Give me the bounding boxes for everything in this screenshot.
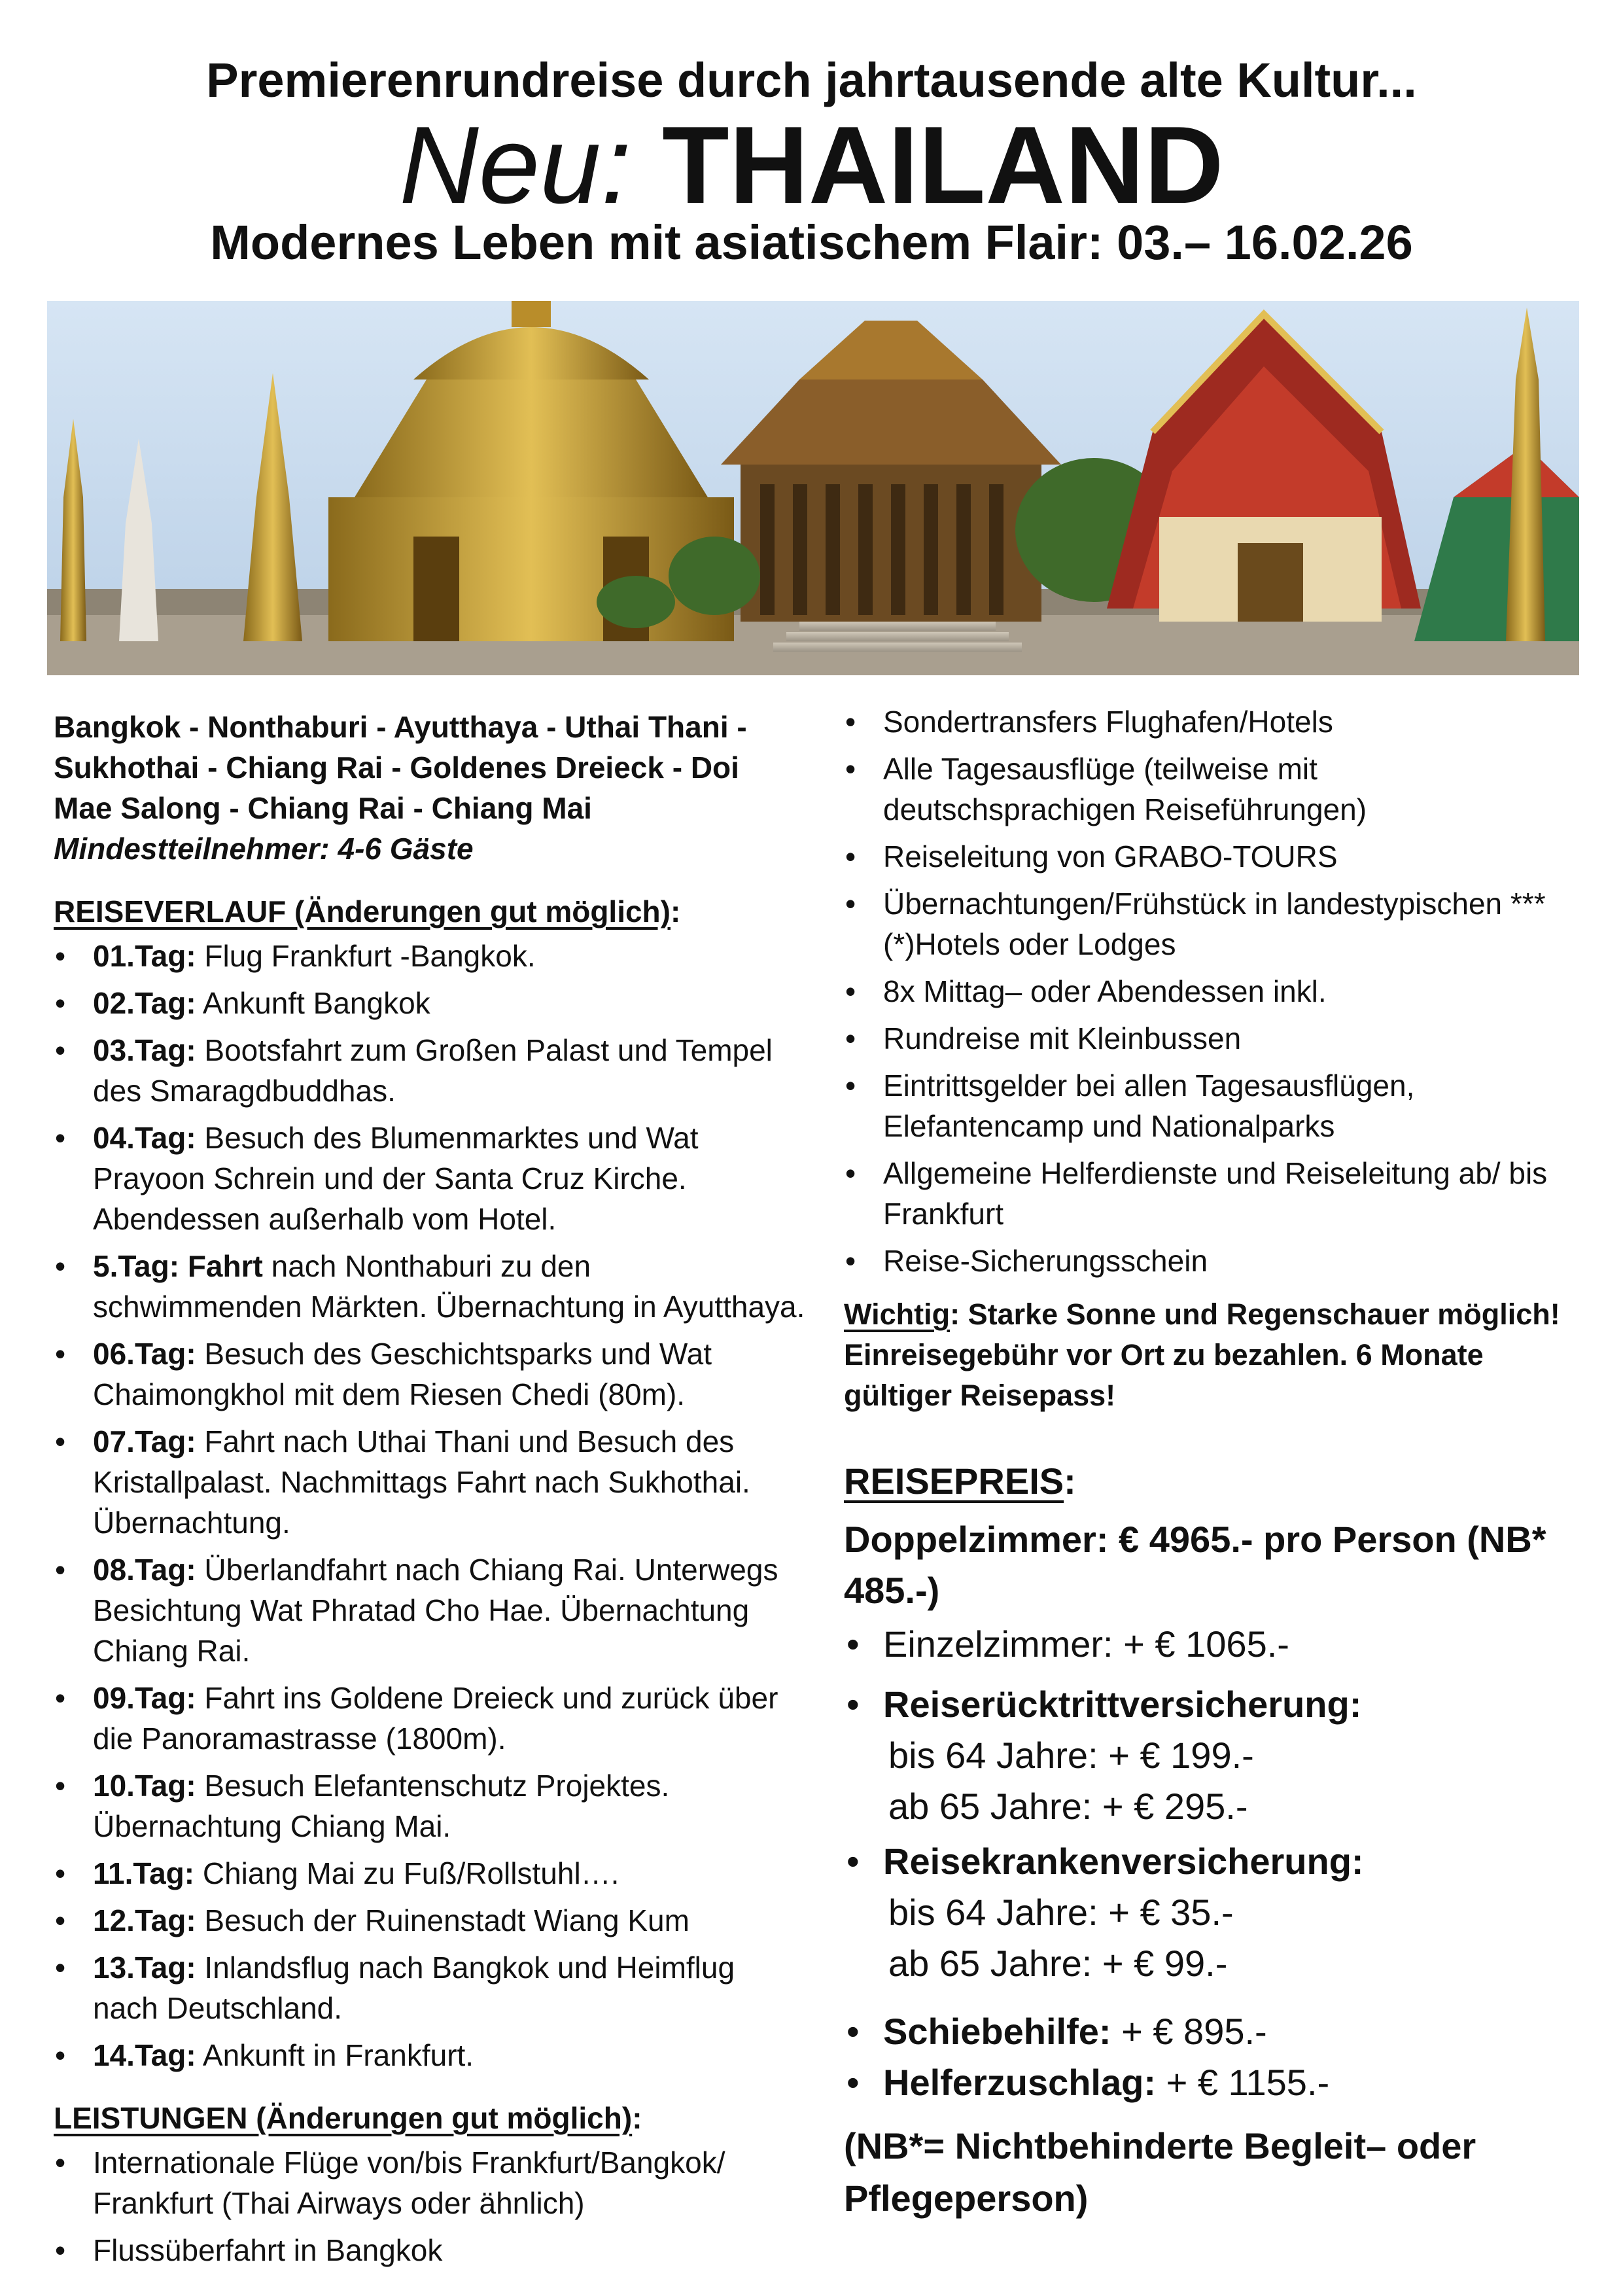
service-item: • 8x Mittag– oder Abendessen inkl. bbox=[844, 971, 1577, 1012]
service-item: • Alle Tagesausflüge (teilweise mit deutschsprachigen Reiseführungen) bbox=[844, 749, 1577, 830]
price-options bbox=[844, 1619, 1577, 2108]
health-under-64: bis 64 Jahre: + € 35.- bbox=[888, 1892, 1234, 1933]
helper-label: Helferzuschlag: bbox=[883, 2062, 1156, 2103]
service-item: • Reise-Sicherungsschein bbox=[844, 1241, 1577, 1281]
double-room-price: Doppelzimmer: € 4965.- pro Person (NB* 485.-) bbox=[844, 1519, 1546, 1611]
itinerary-day: • 04.Tag: Besuch des Blumenmarktes und Wat Prayoon Schrein und der Santa Cruz Kirche. Abendessen außerhalb vom Hotel. bbox=[54, 1118, 806, 1239]
push-assistance-label: Schiebehilfe: bbox=[883, 2011, 1111, 2052]
health-label: Reisekrankenversicherung: bbox=[883, 1841, 1364, 1882]
leistungen-colon: : bbox=[632, 2101, 642, 2135]
service-item: • Reiseleitung von GRABO-TOURS bbox=[844, 836, 1577, 877]
service-item: • Internationale Flüge von/bis Frankfurt/Bangkok/ Frankfurt (Thai Airways oder ähnlich) bbox=[54, 2142, 806, 2223]
helper-surcharge bbox=[844, 2057, 1577, 2108]
service-item: • Allgemeine Helferdienste und Reiseleitung ab/ bis Frankfurt bbox=[844, 1153, 1577, 1234]
reisepreis-title bbox=[844, 1457, 1577, 1506]
services-list-left bbox=[54, 2142, 806, 2270]
itinerary-day: • 11.Tag: Chiang Mai zu Fuß/Rollstuhl…. bbox=[54, 1853, 806, 1894]
reisepreis-colon: : bbox=[1064, 1460, 1076, 1502]
itinerary-day: • 01.Tag: Flug Frankfurt -Bangkok. bbox=[54, 936, 806, 976]
service-item: • Rundreise mit Kleinbussen bbox=[844, 1018, 1577, 1059]
service-item: • Eintrittsgelder bei allen Tagesausflügen, Elefantencamp und Nationalparks bbox=[844, 1065, 1577, 1146]
important-note bbox=[844, 1294, 1577, 1416]
headline-intro: Premierenrundreise durch jahrtausende alte Kultur... bbox=[206, 53, 1417, 107]
headline-dates: Modernes Leben mit asiatischem Flair: 03.– 16.02.26 bbox=[210, 215, 1413, 270]
itinerary-day: • 08.Tag: Überlandfahrt nach Chiang Rai. Unterwegs Besichtung Wat Phratad Cho Hae. Übernachtung Chiang Rai. bbox=[54, 1549, 806, 1671]
cancellation-under-64: bis 64 Jahre: + € 199.- bbox=[888, 1735, 1254, 1776]
reiseverlauf-title-text: REISEVERLAUF (Änderungen gut möglich) bbox=[54, 894, 671, 928]
services-list-right bbox=[844, 701, 1577, 1281]
push-assistance-value: + € 895.- bbox=[1121, 2011, 1267, 2052]
service-item: • Sondertransfers Flughafen/Hotels bbox=[844, 701, 1577, 742]
leistungen-title-text: LEISTUNGEN (Änderungen gut möglich) bbox=[54, 2101, 633, 2135]
itinerary-day: • 14.Tag: Ankunft in Frankfurt. bbox=[54, 2035, 806, 2075]
itinerary-day: • 13.Tag: Inlandsflug nach Bangkok und Heimflug nach Deutschland. bbox=[54, 1947, 806, 2028]
cancellation-insurance bbox=[844, 1679, 1577, 1832]
itinerary-day: • 12.Tag: Besuch der Ruinenstadt Wiang Kum bbox=[54, 1900, 806, 1941]
headline-title bbox=[0, 103, 1623, 226]
headline-country: THAILAND bbox=[662, 103, 1224, 226]
helper-value: + € 1155.- bbox=[1166, 2062, 1330, 2103]
itinerary-day: • 06.Tag: Besuch des Geschichtsparks und Wat Chaimongkhol mit dem Riesen Chedi (80m). bbox=[54, 1333, 806, 1415]
steps bbox=[773, 622, 1022, 652]
single-room-surcharge: • Einzelzimmer: + € 1065.- bbox=[844, 1619, 1577, 1670]
itinerary-day: • 07.Tag: Fahrt nach Uthai Thani und Besuch des Kristallpalast. Nachmittags Fahrt nach Sukhothai. Übernachtung. bbox=[54, 1421, 806, 1543]
nb-footnote: (NB*= Nichtbehinderte Begleit– oder Pflegeperson) bbox=[844, 2125, 1476, 2219]
headline-neu: Neu: bbox=[399, 103, 632, 226]
route: Bangkok - Nonthaburi - Ayutthaya - Uthai Thani - Sukhothai - Chiang Rai - Goldenes Dreieck - Doi Mae Salong - Chiang Rai - Chiang Mai bbox=[54, 710, 747, 825]
temple-illustration bbox=[47, 301, 1579, 675]
itinerary-day: • 03.Tag: Bootsfahrt zum Großen Palast und Tempel des Smaragdbuddhas. bbox=[54, 1030, 806, 1111]
service-item: • Übernachtungen/Frühstück in landestypischen ***(*)Hotels oder Lodges bbox=[844, 883, 1577, 964]
temple-photo bbox=[47, 301, 1579, 675]
left-column bbox=[54, 694, 806, 2277]
health-insurance bbox=[844, 1836, 1577, 1989]
important-text: : Starke Sonne und Regenschauer möglich! Einreisegebühr vor Ort zu bezahlen. 6 Monate gültiger Reisepass! bbox=[844, 1298, 1560, 1412]
itinerary-day: • 10.Tag: Besuch Elefantenschutz Projektes. Übernachtung Chiang Mai. bbox=[54, 1765, 806, 1846]
reisepreis-title-text: REISEPREIS bbox=[844, 1460, 1064, 1502]
important-label: Wichtig bbox=[844, 1298, 951, 1331]
push-assistance bbox=[844, 2006, 1577, 2057]
service-item: • Flussüberfahrt in Bangkok bbox=[54, 2230, 806, 2270]
minimum-participants: Mindestteilnehmer: 4-6 Gäste bbox=[54, 832, 474, 866]
right-column bbox=[844, 694, 1577, 2225]
health-over-65: ab 65 Jahre: + € 99.- bbox=[888, 1943, 1228, 1984]
itinerary-day: • 5.Tag: Fahrt nach Nonthaburi zu den schwimmenden Märkten. Übernachtung in Ayutthaya. bbox=[54, 1246, 806, 1327]
cancellation-over-65: ab 65 Jahre: + € 295.- bbox=[888, 1786, 1248, 1827]
reiseverlauf-title bbox=[54, 891, 806, 932]
itinerary-list bbox=[54, 936, 806, 2075]
itinerary-day: • 02.Tag: Ankunft Bangkok bbox=[54, 983, 806, 1023]
cancellation-label: Reiserücktrittversicherung: bbox=[883, 1684, 1362, 1725]
reiseverlauf-colon: : bbox=[670, 894, 681, 928]
leistungen-title bbox=[54, 2098, 806, 2138]
itinerary-day: • 09.Tag: Fahrt ins Goldene Dreieck und zurück über die Panoramastrasse (1800m). bbox=[54, 1678, 806, 1759]
